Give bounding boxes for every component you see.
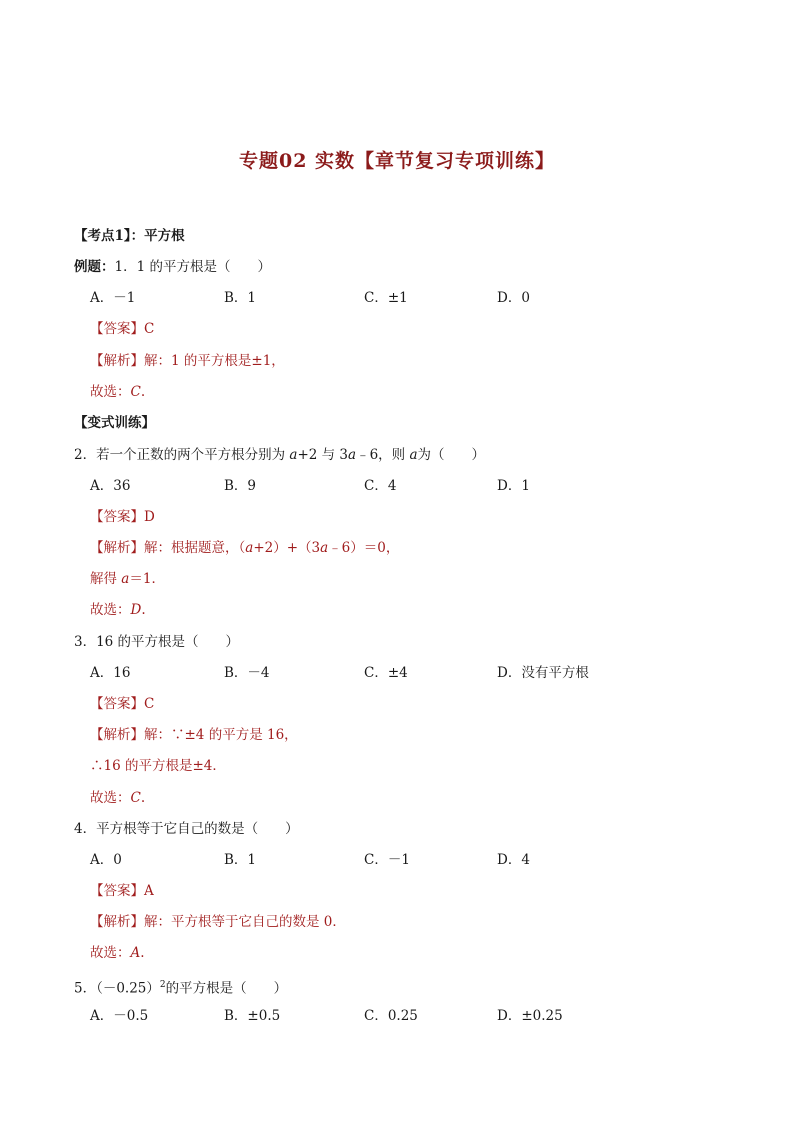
conclusion-value: A (130, 945, 141, 961)
q3-analysis (90, 726, 298, 744)
section-heading (74, 227, 185, 245)
q3-option-b: B．－4 (224, 665, 270, 681)
q2-question (74, 446, 485, 464)
q2-conclusion (90, 601, 146, 619)
q4-analysis (90, 913, 346, 931)
analysis-text: 解：平方根等于它自己的数是 0． (144, 914, 346, 930)
variant-heading: 【变式训练】 (74, 415, 155, 431)
answer-label: 【答案】 (90, 696, 144, 712)
example-option-a: A．－1 (90, 290, 136, 306)
q4-option-c: C．－1 (364, 852, 410, 868)
q2-option-a: A．36 (90, 478, 131, 494)
example-analysis (90, 352, 285, 370)
analysis-text-b: +2）+（3 (253, 540, 321, 556)
q5-option-d: D．±0.25 (497, 1008, 563, 1024)
analysis-var: a (320, 540, 329, 556)
conclusion-text: 故选： (90, 602, 131, 618)
example-answer (90, 320, 154, 338)
conclusion-value: D (130, 602, 142, 618)
section-topic: ：平方根 (130, 228, 185, 244)
q2-option-d: D．1 (497, 478, 530, 494)
answer-label: 【答案】 (90, 509, 144, 525)
conclusion-end: . (140, 790, 146, 806)
q3-option-d: D．没有平方根 (497, 665, 589, 681)
q4-option-b: B．1 (224, 852, 257, 868)
example-question (74, 258, 271, 276)
q5-option-c: C．0.25 (364, 1008, 418, 1024)
conclusion-end: . (140, 384, 146, 400)
q5-option-a: A．－0.5 (90, 1008, 149, 1024)
q2-analysis (90, 539, 399, 557)
q2-text-a: 2．若一个正数的两个平方根分别为 (74, 447, 290, 463)
answer-label: 【答案】 (90, 883, 144, 899)
q5-text-b: 的平方根是（ ） (165, 980, 288, 997)
q3-answer (90, 695, 154, 713)
q2-text-d: 为（ ） (417, 447, 486, 463)
analysis-text: 解：1 的平方根是±1， (144, 353, 285, 369)
solve-var: a (121, 571, 130, 587)
q4-option-d: D．4 (497, 852, 530, 868)
example-option-d: D．0 (497, 290, 530, 306)
q2-text-b: +2 与 3 (297, 447, 349, 463)
q3-option-a: A．16 (90, 665, 131, 681)
q2-option-c: C．4 (364, 478, 397, 494)
q5-option-b: B．±0.5 (224, 1008, 281, 1024)
q5-exponent: 2 (159, 980, 166, 990)
example-question-text: 1．1 的平方根是（ ） (114, 259, 271, 275)
answer-value: C (144, 696, 155, 712)
example-option-c: C．±1 (364, 290, 408, 306)
q4-conclusion (90, 944, 145, 962)
q4-answer (90, 882, 154, 900)
answer-value: C (144, 321, 155, 337)
q2-solve (90, 570, 165, 588)
analysis-text-c: ﹣6）＝0， (328, 540, 400, 556)
q3-question: 3．16 的平方根是（ ） (74, 634, 240, 650)
analysis-label: 【解析】 (90, 540, 144, 556)
conclusion-text: 故选： (90, 790, 131, 806)
solve-text-b: ＝1． (129, 571, 165, 587)
q2-var: a (289, 447, 298, 463)
answer-label: 【答案】 (90, 321, 144, 337)
page-title: 专题02 实数【章节复习专项训练】 (238, 150, 556, 172)
conclusion-value: C (130, 790, 141, 806)
q4-option-a: A．0 (90, 852, 122, 868)
conclusion-value: C (130, 384, 141, 400)
q3-conclusion (90, 789, 145, 807)
example-option-b: B．1 (224, 290, 257, 306)
q2-text-c: ﹣6，则 (356, 447, 410, 463)
q2-var: a (348, 447, 357, 463)
q3-option-c: C．±4 (364, 665, 408, 681)
q4-question: 4．平方根等于它自己的数是（ ） (74, 821, 299, 837)
conclusion-text: 故选： (90, 945, 131, 961)
analysis-label: 【解析】 (90, 914, 144, 930)
analysis-label: 【解析】 (90, 353, 144, 369)
q3-analysis-2: ∴16 的平方根是±4． (90, 758, 226, 774)
answer-value: A (144, 883, 154, 899)
conclusion-text: 故选： (90, 384, 131, 400)
q5-question (74, 976, 287, 998)
example-prefix: 例题： (74, 259, 115, 275)
example-conclusion (90, 383, 145, 401)
analysis-var: a (245, 540, 254, 556)
conclusion-end: . (141, 602, 146, 618)
conclusion-end: . (140, 945, 145, 961)
analysis-label: 【解析】 (90, 727, 144, 743)
analysis-text: 解：∵±4 的平方是 16， (144, 727, 298, 743)
q2-answer (90, 508, 155, 526)
section-label: 【考点1】 (74, 228, 131, 244)
answer-value: D (144, 509, 155, 525)
q5-text-a: 5．（－0.25） (74, 980, 160, 997)
solve-text-a: 解得 (90, 571, 122, 587)
analysis-text-a: 解：根据题意，（ (144, 540, 246, 556)
q2-option-b: B．9 (224, 478, 257, 494)
q2-var: a (409, 447, 418, 463)
